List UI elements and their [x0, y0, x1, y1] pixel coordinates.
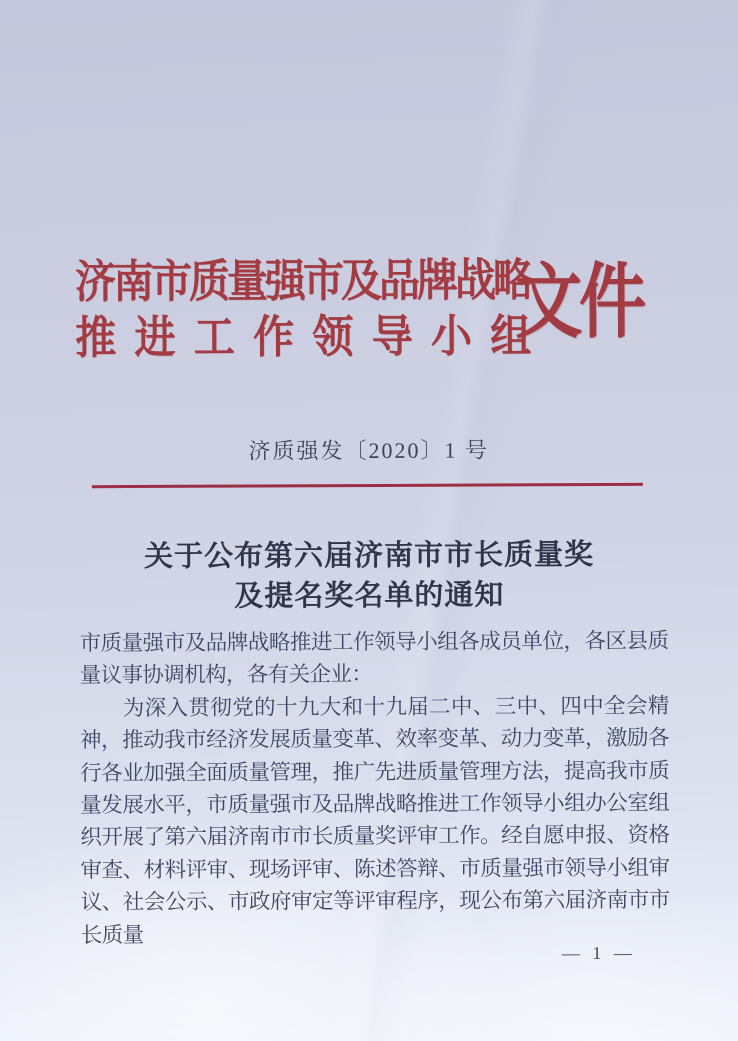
doc-type-label: 文件 [514, 256, 644, 349]
document-title-line2: 及提名奖名单的通知 [234, 579, 505, 613]
salutation-paragraph: 市质量强市及品牌战略推进工作领导小组各成员单位，各区县质量议事协调机构，各有关企业： [79, 628, 669, 688]
red-separator-rule [92, 483, 643, 488]
page-number: — 1 — [561, 942, 636, 964]
doc-number: 济质强发〔2020〕1 号 [248, 437, 489, 464]
body-paragraph: 为深入贯彻党的十九大和十九届二中、三中、四中全会精神，推动我市经济发展质量变革、效率变革、动力变革，激励各行各业加强全面质量管理，推广先进质量管理方法，提高我市质量发展水平，市质量强市及品牌战略推进工作领导小组办公室组织开展了第六届济南市市长质量奖评审工作。经自愿申报、资格审查、材料评审、现场评审、陈述答辩、市质量强市领导小组审议、社会公示、市政府审定等评审程序，现公布第六届济南市市长质量 [79, 693, 670, 947]
issuer-name-line1: 济南市质量强市及品牌战略 [74, 254, 532, 308]
document-title [0, 534, 738, 617]
document-body [79, 625, 669, 952]
letterhead [75, 251, 661, 362]
issuer-name [74, 251, 532, 364]
document-title-line1: 关于公布第六届济南市市长质量奖 [144, 539, 595, 573]
issuer-name-line2: 推进工作领导小组 [75, 310, 532, 364]
